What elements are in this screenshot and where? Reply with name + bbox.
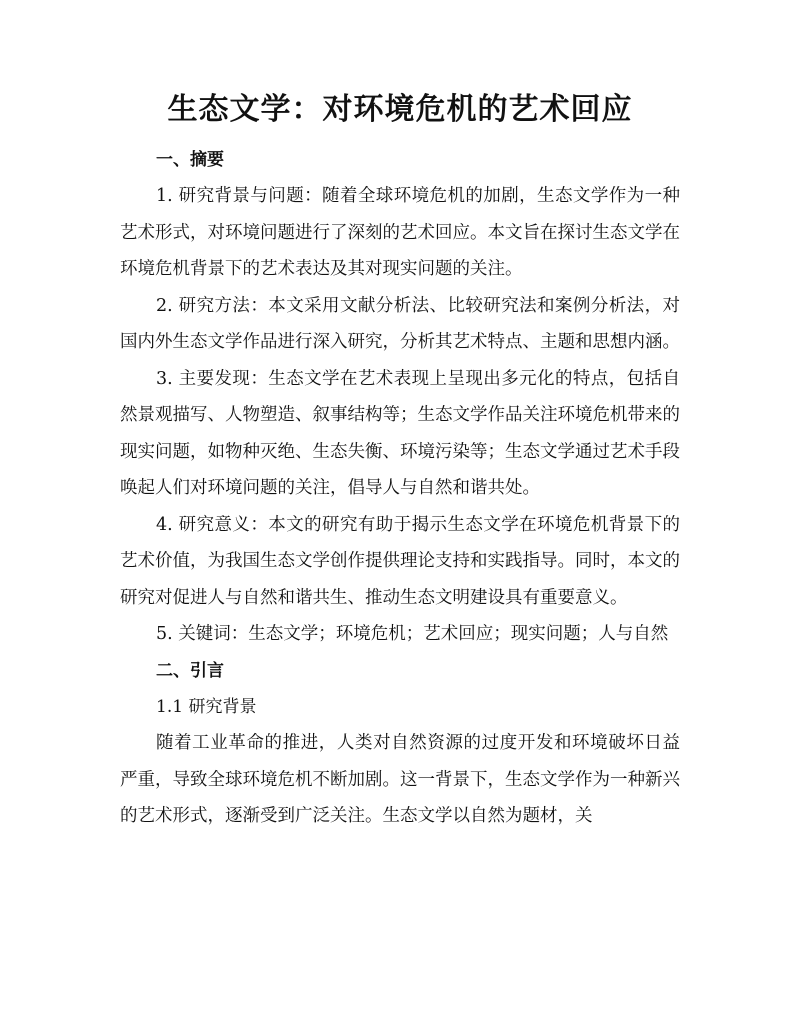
- abstract-item-background: 1. 研究背景与问题：随着全球环境危机的加剧，生态文学作为一种艺术形式，对环境问题进行了深刻的艺术回应。本文旨在探讨生态文学在环境危机背景下的艺术表达及其对现实问题的关注。: [120, 186, 680, 279]
- subsection-heading-background: 1.1 研究背景: [156, 696, 257, 717]
- document-page: [120, 88, 680, 835]
- abstract-item-findings: 3. 主要发现：生态文学在艺术表现上呈现出多元化的特点，包括自然景观描写、人物塑造、叙事结构等；生态文学作品关注环境危机带来的现实问题，如物种灭绝、生态失衡、环境污染等；生态文学通过艺术手段唤起人们对环境问题的关注，倡导人与自然和谐共处。: [120, 368, 680, 498]
- abstract-item-methods: 2. 研究方法：本文采用文献分析法、比较研究法和案例分析法，对国内外生态文学作品进行深入研究，分析其艺术特点、主题和思想内涵。: [120, 295, 680, 352]
- section-heading-introduction: 二、引言: [156, 660, 224, 681]
- introduction-paragraph: 随着工业革命的推进，人类对自然资源的过度开发和环境破坏日益严重，导致全球环境危机不断加剧。这一背景下，生态文学作为一种新兴的艺术形式，逐渐受到广泛关注。生态文学以自然为题材，关: [120, 733, 680, 826]
- section-heading-abstract: 一、摘要: [156, 150, 224, 170]
- abstract-item-significance: 4. 研究意义：本文的研究有助于揭示生态文学在环境危机背景下的艺术价值，为我国生态文学创作提供理论支持和实践指导。同时，本文的研究对促进人与自然和谐共生、推动生态文明建设具有重要意义。: [120, 514, 680, 608]
- document-title: 生态文学：对环境危机的艺术回应: [167, 92, 633, 127]
- abstract-item-keywords: 5. 关键词：生态文学；环境危机；艺术回应；现实问题；人与自然: [156, 624, 669, 644]
